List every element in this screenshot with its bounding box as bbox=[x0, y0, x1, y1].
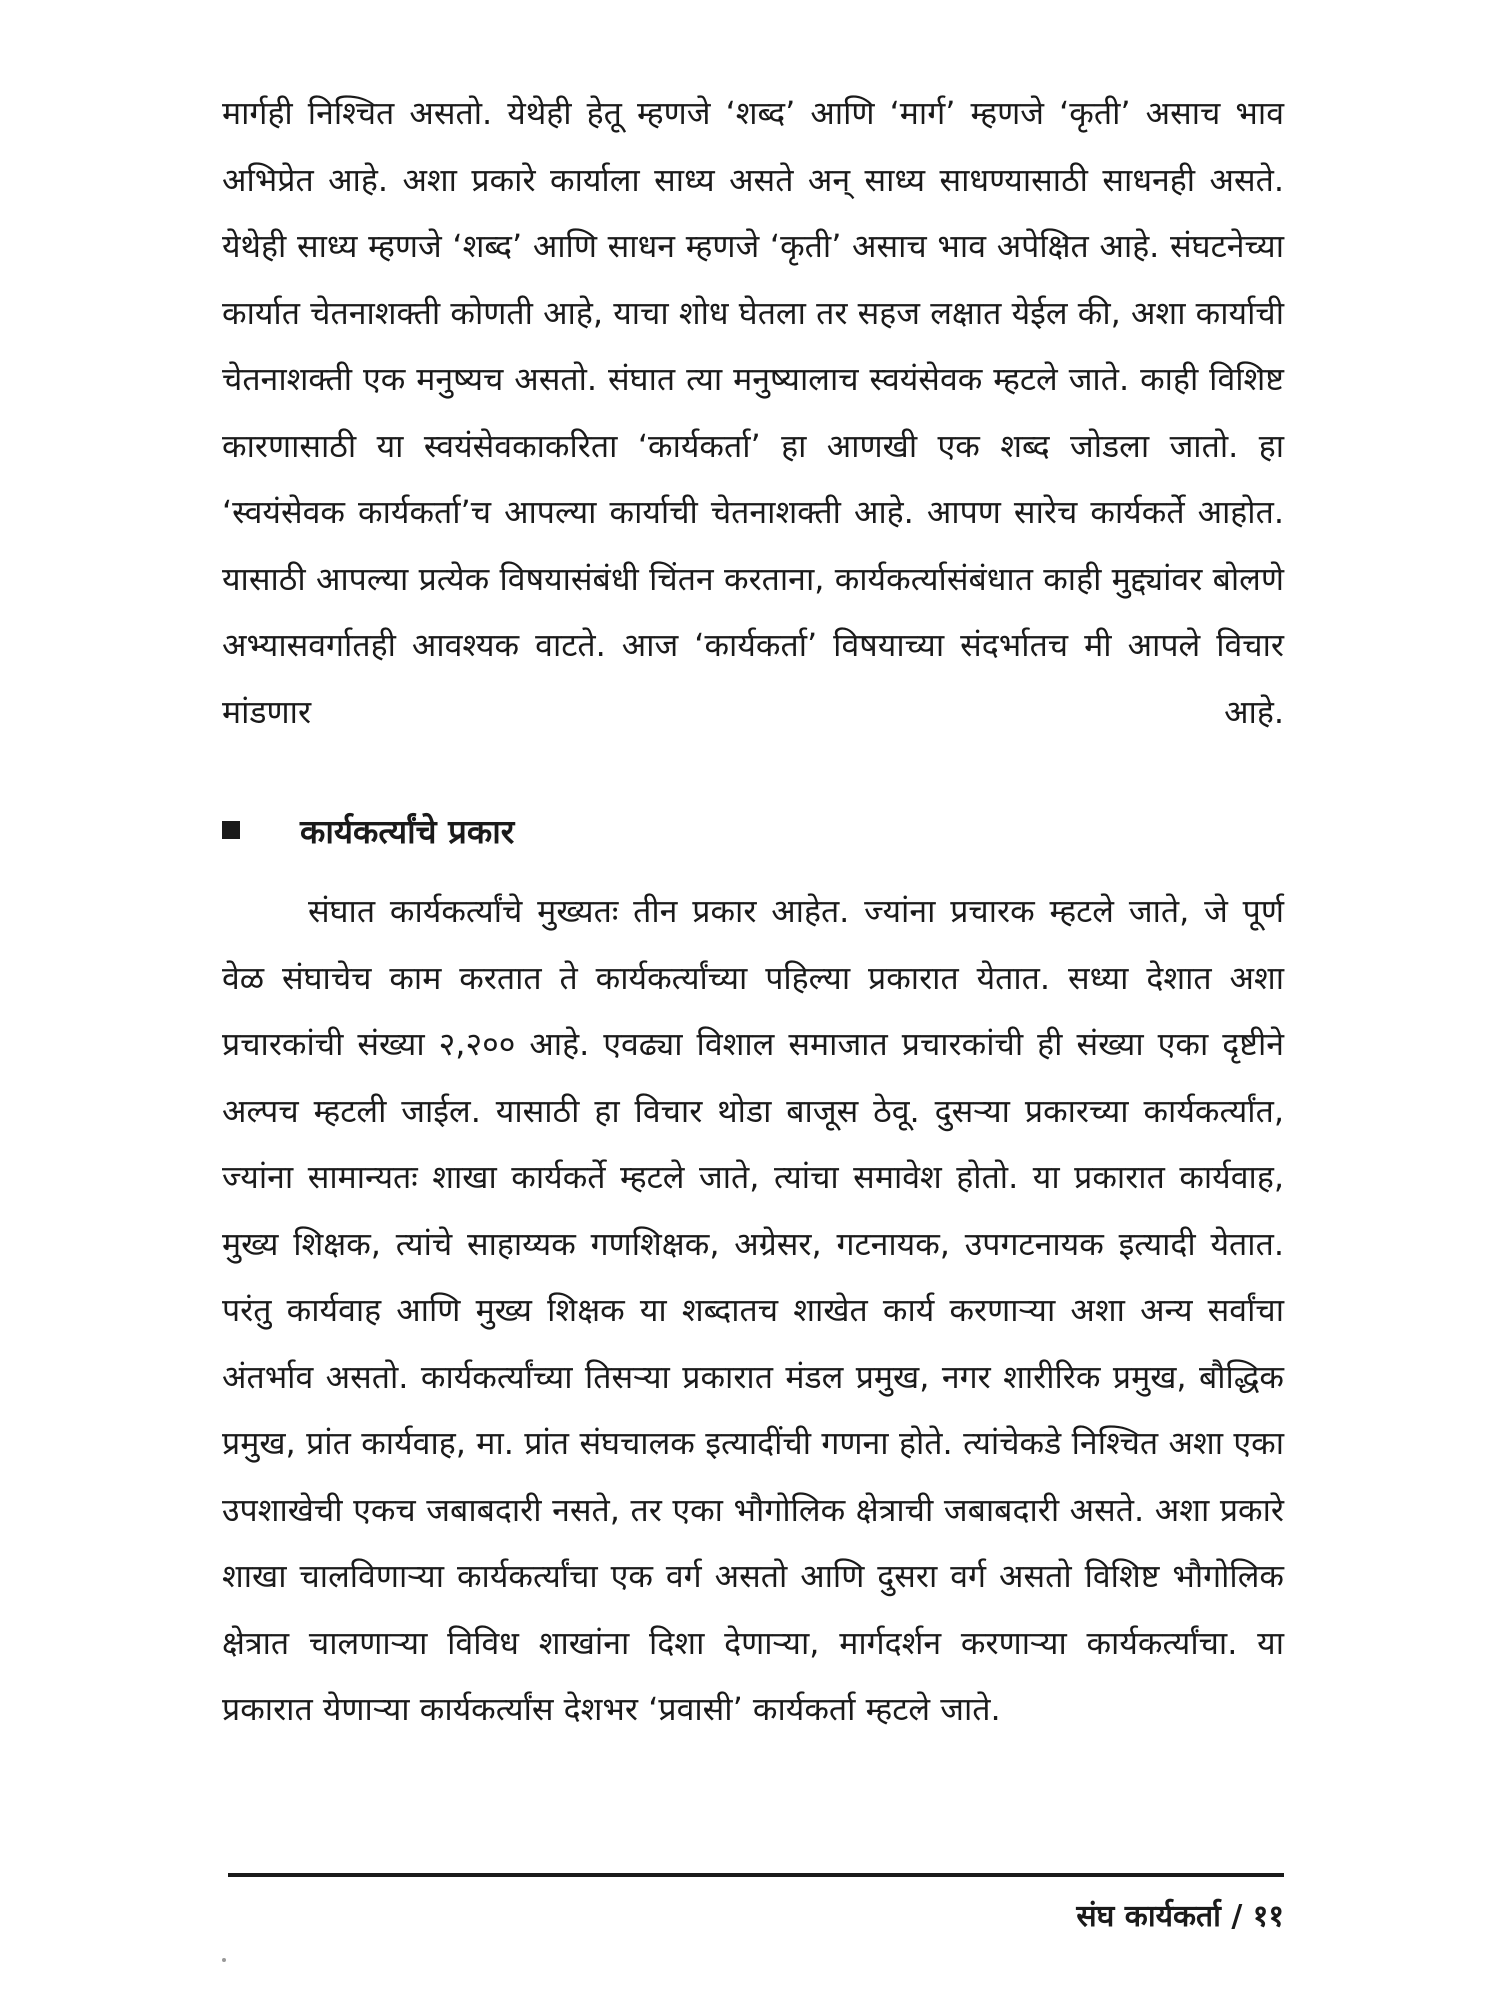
section-heading-text: कार्यकर्त्यांचे प्रकार bbox=[300, 811, 515, 851]
body-paragraph-1: मार्गही निश्चित असतो. येथेही हेतू म्हणजे ‘शब्द’ आणि ‘मार्ग’ म्हणजे ‘कृती’ असाच भाव अभिप्रेत आहे. अशा प्रकारे कार्याला साध्य असते अन्‌ साध्य साधण्यासाठी साधनही असते. येथेही साध्य म्हणजे ‘शब्द’ आणि साधन म्हणजे ‘कृती’ असाच भाव अपेक्षित आहे. संघटनेच्या कार्यात चेतनाशक्ती कोणती आहे, याचा शोध घेतला तर सहज लक्षात येईल की, अशा कार्याची चेतनाशक्ती एक मनुष्यच असतो. संघात त्या मनुष्यालाच स्वयंसेवक म्हटले जाते. काही विशिष्ट कारणासाठी या स्वयंसेवकाकरिता ‘कार्यकर्ता’ हा आणखी एक शब्द जोडला जातो. हा ‘स्वयंसेवक कार्यकर्ता’च आपल्या कार्याची चेतनाशक्ती आहे. आपण सारेच कार्यकर्ते आहोत. यासाठी आपल्या प्रत्येक विषयासंबंधी चिंतन करताना, कार्यकर्त्यासंबंधात काही मुद्द्यांवर बोलणे अभ्यासवर्गातही आवश्यक वाटते. आज ‘कार्यकर्ता’ विषयाच्या संदर्भातच मी आपले विचार मांडणार आहे. bbox=[222, 94, 1284, 731]
page-number: ११ bbox=[1252, 1899, 1284, 1934]
square-bullet-icon bbox=[222, 821, 240, 839]
footer-separator: / bbox=[1231, 1899, 1243, 1934]
scan-speck bbox=[222, 1958, 226, 1962]
running-title: संघ कार्यकर्ता bbox=[1076, 1899, 1221, 1934]
body-paragraph-2: संघात कार्यकर्त्यांचे मुख्यतः तीन प्रकार आहेत. ज्यांना प्रचारक म्हटले जाते, जे पूर्ण वेळ संघाचेच काम करतात ते कार्यकर्त्यांच्या पहिल्या प्रकारात येतात. सध्या देशात अशा प्रचारकांची संख्या २,२०० आहे. एवढ्या विशाल समाजात प्रचारकांची ही संख्या एका दृष्टीने अल्पच म्हटली जाईल. यासाठी हा विचार थोडा बाजूस ठेवू. दुसऱ्या प्रकारच्या कार्यकर्त्यांत, ज्यांना सामान्यतः शाखा कार्यकर्ते म्हटले जाते, त्यांचा समावेश होतो. या प्रकारात कार्यवाह, मुख्य शिक्षक, त्यांचे साहाय्यक गणशिक्षक, अग्रेसर, गटनायक, उपगटनायक इत्यादी येतात. परंतु कार्यवाह आणि मुख्य शिक्षक या शब्दातच शाखेत कार्य करणाऱ्या अशा अन्य सर्वांचा अंतर्भाव असतो. कार्यकर्त्यांच्या तिसऱ्या प्रकारात मंडल प्रमुख, नगर शारीरिक प्रमुख, बौद्धिक प्रमुख, प्रांत कार्यवाह, मा. प्रांत संघचालक इत्यादींची गणना होते. त्यांचेकडे निश्चित अशा एका उपशाखेची एकच जबाबदारी नसते, तर एका भौगोलिक क्षेत्राची जबाबदारी असते. अशा प्रकारे शाखा चालविणाऱ्या कार्यकर्त्यांचा एक वर्ग असतो आणि दुसरा वर्ग असतो विशिष्ट भौगोलिक क्षेत्रात चालणाऱ्या विविध शाखांना दिशा देणाऱ्या, मार्गदर्शन करणाऱ्या कार्यकर्त्यांचा. या प्रकारात येणाऱ्या कार्यकर्त्यांस देशभर ‘प्रवासी’ कार्यकर्ता म्हटले जाते. bbox=[222, 892, 1284, 1728]
footer-divider bbox=[228, 1873, 1284, 1877]
page-footer bbox=[1076, 1894, 1284, 1935]
section-heading bbox=[222, 800, 514, 860]
